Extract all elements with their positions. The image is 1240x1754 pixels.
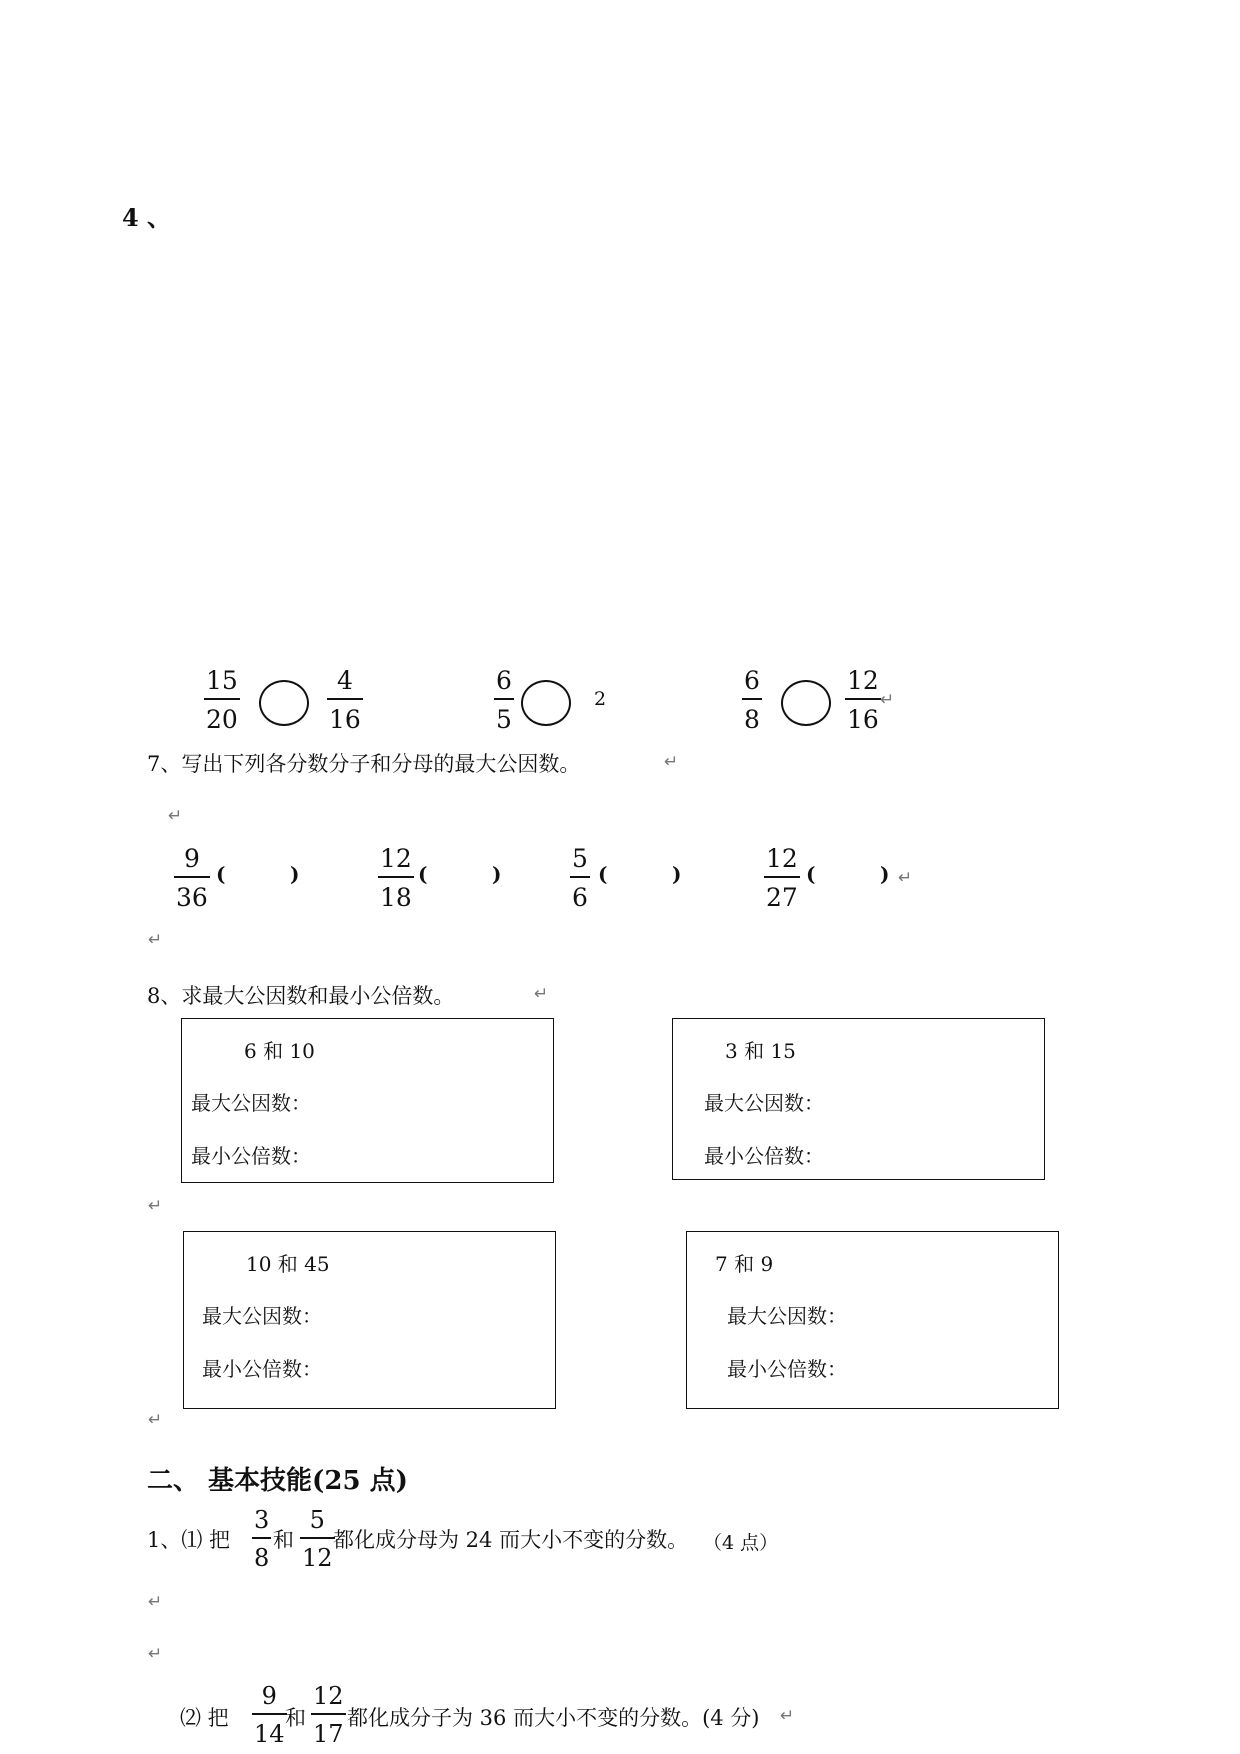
fraction-15-20: 15 20 <box>206 666 238 734</box>
lcm-label: 最小公倍数： <box>704 1144 824 1168</box>
q8-text: 8、求最大公因数和最小公倍数。 <box>147 984 455 1008</box>
answer-paren-close: ) <box>492 862 502 886</box>
gcd-label: 最大公因数： <box>704 1091 824 1115</box>
s2q2-text: 都化成分子为 36 而大小不变的分数。(4 分) <box>347 1706 760 1730</box>
compare-circle-2[interactable] <box>521 680 571 726</box>
return-mark: ↵ <box>168 806 183 826</box>
compare-circle-3[interactable] <box>781 680 831 726</box>
fraction-12-27: 12 27 <box>766 844 798 912</box>
lcm-label: 最小公倍数： <box>202 1357 322 1381</box>
s2q2-prefix: ⑵ 把 <box>180 1706 229 1730</box>
compare-circle-1[interactable] <box>259 680 309 726</box>
fraction-9-14: 9 14 <box>254 1682 285 1748</box>
return-mark: ↵ <box>898 868 913 888</box>
answer-paren-open: ( <box>806 862 816 886</box>
return-mark: ↵ <box>880 690 895 710</box>
number-pair: 10 和 45 <box>246 1252 330 1276</box>
section-2-title: 二、 基本技能(25 点) <box>147 1466 408 1496</box>
return-mark: ↵ <box>148 1592 163 1612</box>
and-word: 和 <box>273 1528 294 1552</box>
gcd-label: 最大公因数： <box>191 1091 311 1115</box>
return-mark: ↵ <box>148 930 163 950</box>
q7-text: 7、写出下列各分数分子和分母的最大公因数。 <box>147 752 581 776</box>
lcm-label: 最小公倍数： <box>727 1357 847 1381</box>
answer-paren-close: ) <box>290 862 300 886</box>
s2q1-points: （4 点） <box>703 1532 779 1554</box>
answer-paren-close: ) <box>672 862 682 886</box>
return-mark: ↵ <box>148 1196 163 1216</box>
fraction-5-12: 5 12 <box>302 1506 333 1572</box>
answer-box-10-45[interactable] <box>183 1231 556 1409</box>
fraction-9-36: 9 36 <box>176 844 208 912</box>
return-mark: ↵ <box>664 752 679 772</box>
return-mark: ↵ <box>148 1644 163 1664</box>
item-4-label: 4 、 <box>122 203 172 232</box>
fraction-12-17: 12 17 <box>313 1682 344 1748</box>
return-mark: ↵ <box>534 984 549 1004</box>
answer-paren-open: ( <box>216 862 226 886</box>
number-pair: 6 和 10 <box>244 1039 315 1063</box>
lcm-label: 最小公倍数： <box>191 1144 311 1168</box>
number-pair: 7 和 9 <box>715 1252 774 1276</box>
s2q1-prefix: 1、⑴ 把 <box>147 1528 231 1552</box>
fraction-6-5: 6 5 <box>496 666 512 734</box>
answer-paren-open: ( <box>598 862 608 886</box>
number-pair: 3 和 15 <box>725 1039 796 1063</box>
and-word: 和 <box>285 1706 306 1730</box>
fraction-4-16: 4 16 <box>329 666 361 734</box>
answer-box-6-10[interactable] <box>181 1018 554 1183</box>
gcd-label: 最大公因数： <box>727 1304 847 1328</box>
fraction-5-6: 5 6 <box>572 844 588 912</box>
fraction-12-16: 12 16 <box>847 666 879 734</box>
fraction-12-18: 12 18 <box>380 844 412 912</box>
fraction-6-8: 6 8 <box>744 666 760 734</box>
answer-box-7-9[interactable] <box>686 1231 1059 1409</box>
answer-paren-close: ) <box>880 862 890 886</box>
fraction-3-8: 3 8 <box>254 1506 270 1572</box>
answer-box-3-15[interactable] <box>672 1018 1045 1180</box>
compare-value-2: 2 <box>594 688 607 710</box>
gcd-label: 最大公因数： <box>202 1304 322 1328</box>
return-mark: ↵ <box>780 1706 795 1726</box>
return-mark: ↵ <box>148 1410 163 1430</box>
s2q1-text: 都化成分母为 24 而大小不变的分数。 <box>333 1528 689 1552</box>
answer-paren-open: ( <box>418 862 428 886</box>
